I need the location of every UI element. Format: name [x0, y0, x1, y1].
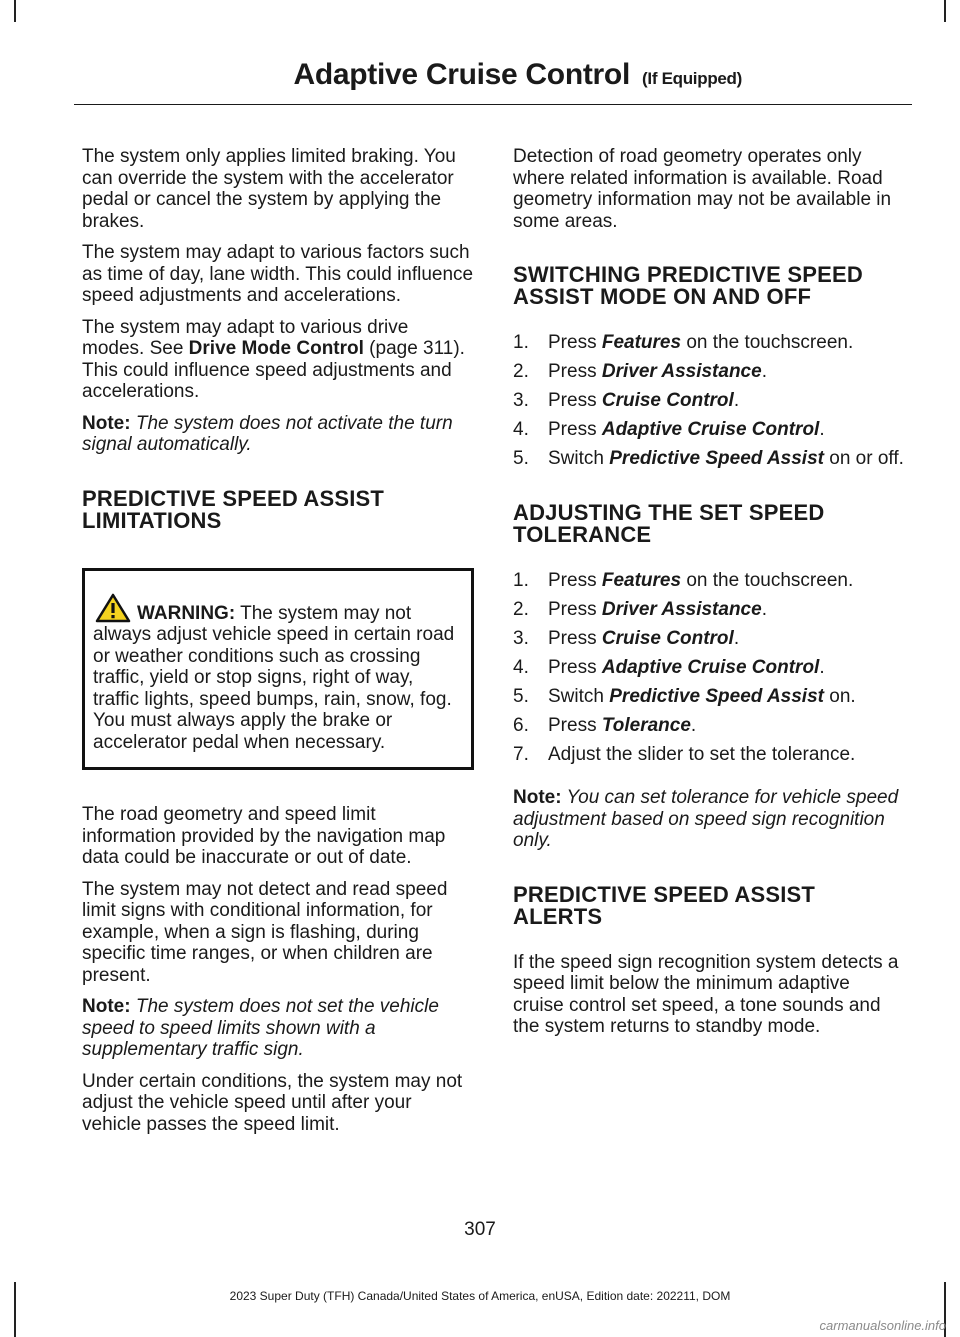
section-heading-tolerance: ADJUSTING THE SET SPEED TOLERANCE: [513, 499, 825, 547]
step-text-pre: Press: [548, 419, 602, 440]
paragraph: The system may adapt to various factors such as time of day, lane width. This could influence speed adjustments and accelerations.: [82, 242, 474, 306]
step-item: [513, 332, 905, 354]
step-number: 3.: [513, 390, 529, 411]
step-number: 5.: [513, 448, 529, 469]
step-item: [513, 657, 905, 679]
steps-list-switching: [513, 332, 905, 470]
menu-option-label: Cruise Control: [601, 390, 734, 411]
crop-mark-top-right: [944, 0, 946, 22]
step-item: [513, 628, 905, 650]
right-column: [513, 146, 905, 1048]
step-item: [513, 744, 905, 766]
menu-option-label: Tolerance: [601, 714, 691, 736]
step-item: [513, 570, 905, 592]
step-text-pre: Press: [548, 598, 602, 620]
step-text-post: .: [761, 598, 767, 620]
step-text-pre: Switch: [548, 685, 610, 707]
section-heading-alerts: PREDICTIVE SPEED ASSIST ALERTS: [513, 881, 816, 929]
step-number: 1.: [513, 569, 529, 591]
paragraph: Under certain conditions, the system may not adjust the vehicle speed until after your vehicle passes the speed limit.: [82, 1070, 463, 1135]
step-text: [548, 419, 825, 441]
step-item: [513, 361, 905, 383]
drive-mode-control-link[interactable]: Drive Mode Control: [188, 338, 364, 359]
step-text: [548, 390, 739, 412]
note: [513, 787, 905, 852]
note-label: Note:: [513, 787, 562, 808]
watermark: carmanualsonline.info: [819, 1318, 946, 1333]
header-rule: [74, 104, 912, 105]
step-text-post: on the touchscreen.: [681, 569, 854, 591]
step-item: [513, 448, 905, 470]
step-text-pre: Press: [548, 656, 602, 678]
steps-list-tolerance: [513, 570, 905, 766]
note-text: The system does not set the vehicle speed to speed limits shown with a supplementary traffic sign.: [82, 996, 439, 1060]
step-number: 5.: [513, 685, 529, 707]
edition-footer: 2023 Super Duty (TFH) Canada/United States of America, enUSA, Edition date: 202211, DOM: [229, 1289, 731, 1303]
step-text-post: .: [690, 714, 697, 736]
header-title: Adaptive Cruise Control: [293, 58, 630, 91]
step-text: [548, 628, 739, 650]
step-item: [513, 419, 905, 441]
step-text: [548, 599, 767, 621]
step-number: 2.: [513, 361, 529, 382]
menu-option-label: Predictive Speed Assist: [609, 685, 824, 707]
step-text-pre: Press: [548, 569, 602, 591]
step-text-pre: Press: [548, 332, 602, 353]
step-number: 7.: [513, 743, 529, 765]
step-text-post: .: [733, 390, 740, 411]
step-text-pre: Press: [548, 390, 602, 411]
menu-option-label: Features: [601, 332, 682, 353]
note: [82, 996, 474, 1061]
note: [82, 413, 474, 456]
step-text-post: .: [819, 419, 825, 440]
section-heading-limitations: PREDICTIVE SPEED ASSIST LIMITATIONS: [82, 485, 385, 533]
warning-box: [82, 568, 474, 771]
header-title-suffix: (If Equipped): [642, 69, 742, 88]
step-text-post: .: [761, 361, 767, 382]
step-text: [548, 744, 855, 766]
page-header-title: [294, 58, 743, 92]
note-label: Note:: [82, 412, 131, 434]
step-text: [548, 361, 767, 383]
section-heading-switching: SWITCHING PREDICTIVE SPEED ASSIST MODE ON AND OFF: [513, 262, 863, 309]
warning-text: The system may not always adjust vehicle speed in certain road or weather conditions such as crossing traffic, yield or stop signs, right of way, traffic lights, speed bumps, rain, snow, fog. You must always apply the brake or accelerator pedal when necessary.: [93, 602, 455, 753]
step-item: [513, 599, 905, 621]
menu-option-label: Predictive Speed Assist: [609, 448, 824, 469]
step-text: [548, 448, 904, 470]
menu-option-label: Adaptive Cruise Control: [601, 656, 820, 678]
note-label: Note:: [82, 996, 131, 1017]
step-text-post: .: [819, 656, 825, 678]
text: The system may adapt to various drive modes. See: [82, 316, 409, 359]
menu-option-label: Features: [601, 569, 682, 591]
step-text-post: on.: [823, 685, 856, 707]
step-text: [548, 332, 853, 354]
paragraph: If the speed sign recognition system detects a speed limit below the minimum adaptive cruise control set speed, a tone sounds and the system returns to standby mode.: [513, 951, 899, 1037]
step-text-post: on the touchscreen.: [681, 332, 854, 353]
step-number: 4.: [513, 656, 529, 678]
step-number: 6.: [513, 714, 529, 736]
step-text-post: .: [733, 627, 740, 649]
text: (page 311). This could influence speed adjustments and accelerations.: [82, 338, 465, 402]
step-number: 3.: [513, 627, 529, 649]
step-text-pre: Press: [548, 361, 602, 382]
note-text: The system does not activate the turn signal automatically.: [82, 412, 453, 455]
step-text-pre: Switch: [548, 448, 610, 469]
paragraph: The system only applies limited braking. You can override the system with the accelerator pedal or cancel the system by applying the brakes.: [82, 146, 456, 232]
crop-mark-top-left: [14, 0, 16, 22]
menu-option-label: Driver Assistance: [601, 598, 762, 620]
step-text: [548, 657, 825, 679]
menu-option-label: Driver Assistance: [601, 361, 762, 382]
step-text: [548, 570, 853, 592]
left-column: [82, 146, 474, 1145]
step-item: [513, 715, 905, 737]
paragraph-drive-modes: [82, 317, 474, 403]
step-number: 1.: [513, 332, 529, 353]
step-item: [513, 390, 905, 412]
paragraph: The road geometry and speed limit information provided by the navigation map data could be inaccurate or out of date.: [82, 804, 446, 868]
step-text: [548, 715, 696, 737]
note-text: You can set tolerance for vehicle speed adjustment based on speed sign recognition only.: [513, 787, 899, 851]
step-text-post: on or off.: [823, 448, 904, 469]
step-text-pre: Press: [548, 627, 602, 649]
step-number: 2.: [513, 598, 529, 620]
page-number: 307: [464, 1219, 496, 1240]
step-text-pre: Adjust the slider to set the tolerance.: [548, 743, 856, 765]
step-number: 4.: [513, 419, 529, 440]
paragraph: The system may not detect and read speed limit signs with conditional information, for example, when a sign is flashing, during specific time ranges, or when children are present.: [82, 878, 448, 986]
warning-label: WARNING:: [137, 602, 236, 624]
step-item: [513, 686, 905, 708]
warning-triangle-icon: [95, 593, 131, 623]
menu-option-label: Adaptive Cruise Control: [601, 419, 820, 440]
paragraph: Detection of road geometry operates only where related information is available. Road geometry information may not be available in some areas.: [513, 146, 892, 232]
menu-option-label: Cruise Control: [601, 627, 734, 649]
step-text: [548, 686, 856, 708]
step-text-pre: Press: [548, 714, 602, 736]
